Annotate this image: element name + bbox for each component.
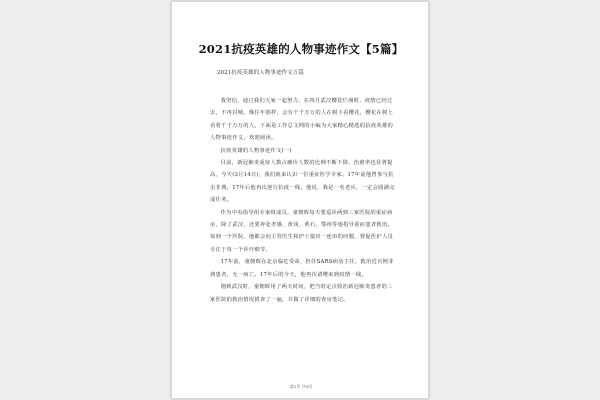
paragraph-intro: 我坚信，通过我们大家一起努力，在四月武汉樱花烂漫时，疫情已经过去，不再封城，像往年那样，会有千千万万的人在树下看樱花，樱花在树上看着千千万万的人。下面是工作总文网的小编为大家精心精选的抗疫英雄的人物事迹作文，欢迎阅读。	[210, 98, 394, 142]
document-body	[210, 95, 395, 306]
document-subtitle: 2021抗疫英雄的人物事迹作文五篇	[217, 70, 304, 76]
section-heading: 抗疫英雄的人物事迹作文(一)	[220, 147, 292, 154]
paragraph: 17年前，童朝晖在北京临危受命，担任SARS病房主任，救治近百例非典患者，无一病亡。17年后的今天，他再次请缨来到疫情一线。	[210, 259, 394, 278]
paragraph: 刚到武汉时，童朝晖用了两天时间，把当时定点收治新冠肺炎患者的三家医院的救治情况摸查了一遍，并做了详细的查房笔记。	[210, 284, 393, 303]
document-title: 2021抗疫英雄的人物事迹作文【5篇】	[198, 42, 404, 56]
paragraph: 目前，新冠肺炎重症人数占确诊人数的比例不断下降，治愈率也显著提高。今天(3月14日)，我们就来认识一位重症医学专家。17年前他曾参与抗击非典，17年后他再次逆行抗疫一线，他说，我是一名老兵，一定会圆满完成任务。	[210, 160, 395, 204]
paragraph: 作为中央指导组专家组成员，童朝晖每天要巡诊两到三家医院的重症病房，除了武汉，还要奔赴孝感、黄冈、黄石、鄂州等地指导重症患者救治。每到一个医院，他都会向主管医生和护士提出一连串的问题，督促医护人员专注于每一个诊疗细节。	[210, 209, 394, 253]
document-page	[171, 1, 429, 399]
page-footer: 第2页 共9页	[289, 384, 313, 389]
